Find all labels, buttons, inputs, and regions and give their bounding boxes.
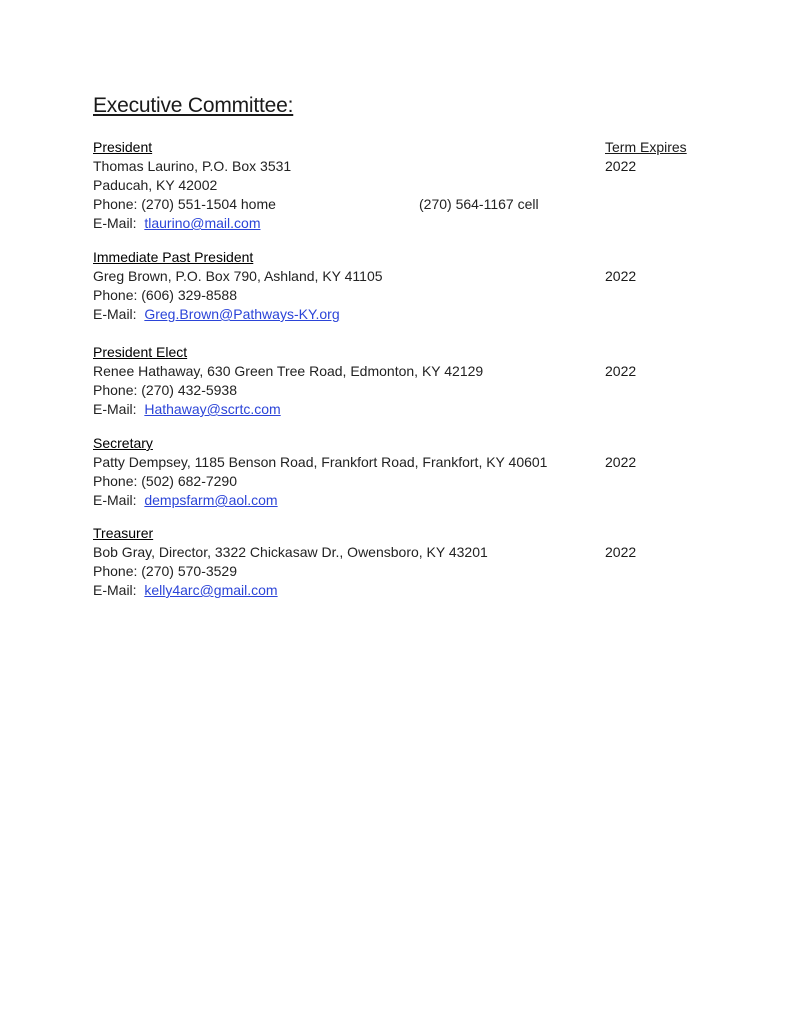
address-line: Renee Hathaway, 630 Green Tree Road, Edmonton, KY 42129 [93, 363, 484, 379]
email-label: E-Mail: [93, 401, 137, 417]
phone-line: Phone: (502) 682-7290 [93, 473, 237, 489]
section-president-elect [93, 343, 653, 419]
email-line [93, 491, 653, 510]
role-heading: Immediate Past President [93, 249, 254, 265]
email-link[interactable]: dempsfarm@aol.com [144, 492, 278, 508]
email-link[interactable]: Hathaway@scrtc.com [144, 401, 281, 417]
phone-cell: (270) 564-1167 cell [419, 196, 539, 212]
email-link[interactable]: kelly4arc@gmail.com [144, 582, 278, 598]
role-heading: Treasurer [93, 525, 154, 541]
section-president [93, 138, 653, 233]
address-line: Patty Dempsey, 1185 Benson Road, Frankfort Road, Frankfort, KY 40601 [93, 454, 548, 470]
email-link[interactable]: tlaurino@mail.com [144, 215, 261, 231]
address-line: Paducah, KY 42002 [93, 177, 218, 193]
address-line: Greg Brown, P.O. Box 790, Ashland, KY 41105 [93, 268, 383, 284]
term-expires-header: Term Expires [605, 139, 687, 155]
email-line [93, 581, 653, 600]
email-line [93, 214, 653, 233]
section-immediate-past-president [93, 248, 653, 324]
phone-line: Phone: (270) 432-5938 [93, 382, 237, 398]
email-label: E-Mail: [93, 306, 137, 322]
section-secretary [93, 434, 653, 510]
phone-home: Phone: (270) 551-1504 home [93, 196, 276, 212]
phone-line [93, 195, 653, 214]
email-label: E-Mail: [93, 582, 137, 598]
page-title: Executive Committee: [93, 94, 294, 117]
term-year: 2022 [605, 363, 637, 379]
section-treasurer [93, 524, 653, 600]
email-label: E-Mail: [93, 215, 137, 231]
address-line: Thomas Laurino, P.O. Box 3531 [93, 158, 292, 174]
email-link[interactable]: Greg.Brown@Pathways-KY.org [144, 306, 340, 322]
term-year: 2022 [605, 268, 637, 284]
role-heading: President Elect [93, 344, 188, 360]
email-label: E-Mail: [93, 492, 137, 508]
email-line [93, 305, 653, 324]
term-year: 2022 [605, 454, 637, 470]
phone-line: Phone: (270) 570-3529 [93, 563, 237, 579]
role-heading: Secretary [93, 435, 153, 451]
email-line [93, 400, 653, 419]
term-year: 2022 [605, 158, 637, 174]
role-heading: President [93, 139, 153, 155]
address-line: Bob Gray, Director, 3322 Chickasaw Dr., Owensboro, KY 43201 [93, 544, 488, 560]
term-year: 2022 [605, 544, 637, 560]
phone-line: Phone: (606) 329-8588 [93, 287, 237, 303]
